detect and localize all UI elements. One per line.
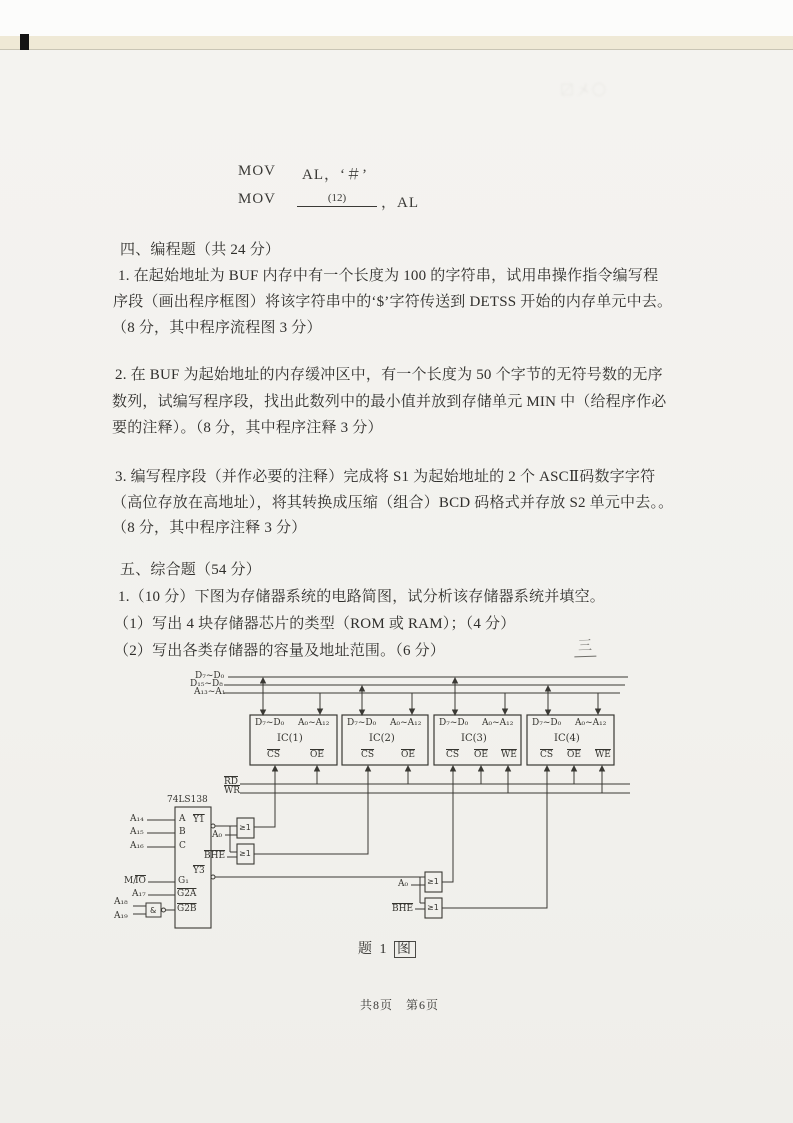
or-gate-boxes	[237, 818, 442, 918]
ic3-addr-pin: A₀~A₁₂	[482, 718, 514, 728]
ic4-data-pin: D₇~D₀	[532, 718, 562, 728]
page-body	[0, 50, 793, 1123]
caption-boxed-char: 图	[394, 941, 416, 958]
section5-heading: 五、综合题（54 分）	[120, 562, 261, 578]
or-gate4-symbol: ≥1	[427, 903, 439, 912]
ic3-name: IC(3)	[461, 733, 487, 744]
signal-mio-m: M/	[124, 876, 137, 886]
signal-a15: A₁₅	[130, 827, 144, 837]
signal-bhe-left: $\overline{BHE}$	[204, 851, 226, 861]
decoder-pin-g2b: G2B	[177, 904, 197, 914]
figure-caption	[358, 938, 416, 958]
q2-line1: 2. 在 BUF 为起始地址的内存缓冲区中，有一个长度为 50 个字节的无符号数的无序	[115, 367, 663, 383]
ic4-cs-pin: $\overline{CS}$	[540, 750, 554, 760]
signal-bhe-right: $\overline{BHE}$	[392, 904, 414, 914]
ic2-name: IC(2)	[369, 733, 395, 744]
code-args-1: AL，‘＃’	[302, 167, 368, 183]
signal-mio-io: $\overline{IO}$	[135, 876, 146, 886]
decoder-out-y1: Y1	[193, 815, 205, 825]
oe-we-drops	[317, 766, 602, 793]
caption-text: 题 1	[358, 942, 394, 957]
margin-mark: 三	[574, 635, 597, 658]
code-op-2: MOV	[238, 191, 277, 207]
section4-heading: 四、编程题（共 24 分）	[120, 242, 281, 258]
ic2-cs-pin: $\overline{CS}$	[361, 750, 375, 760]
page-edge-strip	[0, 36, 793, 50]
decoder-pin-g2a: G2A	[177, 889, 197, 899]
signal-a0-left: A₀	[212, 830, 223, 840]
q3-line3: （8 分，其中程序注释 3 分）	[112, 520, 307, 536]
or-gate1-symbol: ≥1	[239, 823, 251, 832]
ic3-cs-pin: $\overline{CS}$	[446, 750, 460, 760]
signal-a18: A₁₈	[114, 897, 128, 907]
ic1-cs-pin: $\overline{CS}$	[267, 750, 281, 760]
decoder-pin-c: C	[179, 841, 186, 851]
ic4-we-pin: $\overline{WE}$	[595, 750, 611, 760]
q1-line3: （8 分，其中程序流程图 3 分）	[112, 320, 322, 336]
q2-line2: 数列，试编写程序段，找出此数列中的最小值并放到存储单元 MIN 中（给程序作必	[112, 394, 667, 410]
bleedthrough-ghost: 〼〤〇	[560, 84, 608, 99]
ic4-oe-pin: $\overline{OE}$	[567, 750, 581, 760]
bus-lines	[224, 677, 628, 693]
control-lines-rd-wr	[240, 784, 630, 793]
decoder-pin-a: A	[179, 814, 186, 824]
ic1-addr-pin: A₀~A₁₂	[298, 718, 330, 728]
decoder-pin-g1: G₁	[178, 876, 189, 886]
code-args-2: ，AL	[381, 195, 419, 211]
q3-line1: 3. 编写程序段（并作必要的注释）完成将 S1 为起始地址的 2 个 ASCⅡ码数字字符	[115, 469, 656, 485]
ic2-data-pin: D₇~D₀	[347, 718, 377, 728]
ic2-addr-pin: A₀~A₁₂	[390, 718, 422, 728]
rd-label: $\overline{RD}$	[224, 777, 238, 787]
fill-blank-12	[297, 188, 377, 207]
q1-line1: 1. 在起始地址为 BUF 内存中有一个长度为 100 的字符串，试用串操作指令编写程	[118, 268, 659, 284]
blank-number: (12)	[327, 192, 347, 204]
bus-label-addr: A₁₃~A₁	[194, 687, 226, 697]
or-gate2-symbol: ≥1	[239, 849, 251, 858]
decoder-output-wires	[211, 824, 425, 909]
page-footer: 共8页 第6页	[360, 998, 440, 1012]
and-gate-symbol: &	[150, 906, 157, 915]
ic3-oe-pin: $\overline{OE}$	[474, 750, 488, 760]
decoder-pin-b: B	[179, 827, 186, 837]
decoder-title: 74LS138	[167, 795, 208, 805]
bus-label-data-low: D₇~D₀	[195, 671, 225, 681]
q3-line2: （高位存放在高地址），将其转换成压缩（组合）BCD 码格式并存放 S2 单元中去。。	[112, 495, 674, 511]
signal-a19: A₁₉	[114, 911, 128, 921]
signal-a0-right: A₀	[398, 879, 409, 889]
wr-label: $\overline{WR}$	[224, 786, 241, 796]
ic2-oe-pin: $\overline{OE}$	[401, 750, 415, 760]
code-op-1: MOV	[238, 163, 277, 179]
decoder-out-y3: Y3	[193, 866, 205, 876]
signal-a16: A₁₆	[130, 841, 144, 851]
ic3-data-pin: D₇~D₀	[439, 718, 469, 728]
ic1-data-pin: D₇~D₀	[255, 718, 285, 728]
ic3-we-pin: $\overline{WE}$	[501, 750, 517, 760]
ic4-addr-pin: A₀~A₁₂	[575, 718, 607, 728]
ic1-oe-pin: $\overline{OE}$	[310, 750, 324, 760]
or-gate3-symbol: ≥1	[427, 877, 439, 886]
signal-a17: A₁₇	[132, 889, 146, 899]
s5-intro: 1.（10 分）下图为存储器系统的电路简图，试分析该存储器系统并填空。	[118, 589, 606, 605]
circuit-wiring-svg	[100, 660, 680, 960]
s5-item1: （1）写出 4 块存储器芯片的类型（ROM 或 RAM）；（4 分）	[114, 616, 516, 632]
ic1-name: IC(1)	[277, 733, 303, 744]
memory-system-circuit-diagram	[100, 660, 680, 960]
ic4-name: IC(4)	[554, 733, 580, 744]
signal-a14: A₁₄	[130, 814, 144, 824]
q2-line3: 要的注释）。（8 分，其中程序注释 3 分）	[112, 420, 383, 436]
scan-corner-mark	[20, 34, 29, 51]
s5-item2: （2）写出各类存储器的容量及地址范围。（6 分）	[114, 643, 446, 659]
bus-label-data-high: D₁₅~D₈	[190, 679, 223, 689]
q1-line2: 序段（画出程序框图）将该字符串中的‘$’字符传送到 DETSS 开始的内存单元中去。	[113, 294, 673, 310]
